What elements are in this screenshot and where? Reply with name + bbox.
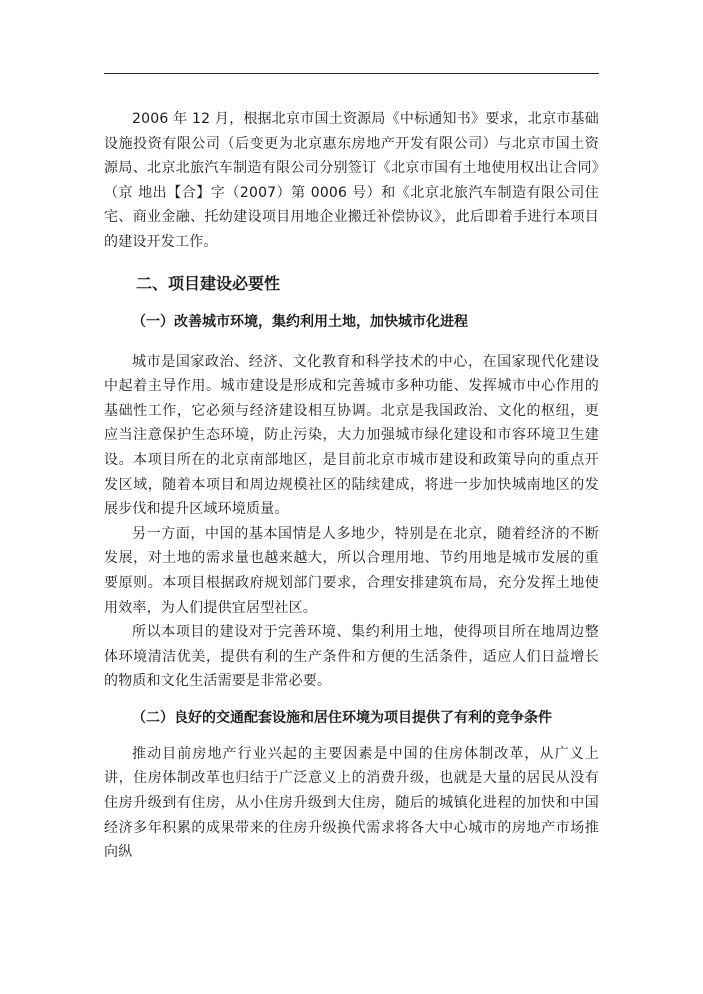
- subsection-1-heading: （一）改善城市环境，集约利用土地，加快城市化进程: [132, 313, 468, 330]
- subsection-2-heading: （二）良好的交通配套设施和居住环境为项目提供了有利的竞争条件: [132, 709, 552, 726]
- subsection-1-paragraph: 另一方面，中国的基本国情是人多地少，特别是在北京，随着经济的不断发展，对土地的需求量也越来越大，所以合理用地、节约用地是城市发展的重要原则。本项目根据政府规划部门要求，合理安排建筑布局，充分发挥土地使用效率，为人们提供宜居型社区。: [104, 525, 599, 616]
- intro-paragraph: 2006 年 12 月，根据北京市国土资源局《中标通知书》要求，北京市基础设施投资有限公司（后变更为北京惠东房地产开发有限公司）与北京市国土资源局、北京北旅汽车制造有限公司分别签订《北京市国有土地使用权出让合同》（京 地出【合】字（2007）第 0006 号）和《北京北旅汽车制造有限公司住宅、商业金融、托幼建设项目用地企业搬迁补偿协议》，此后即着手进行本项目的建设开发工作。: [104, 111, 599, 250]
- subsection-1-paragraph: 所以本项目的建设对于完善环境、集约利用土地，使得项目所在地周边整体环境清洁优美，提供有利的生产条件和方便的生活条件，适应人们日益增长的物质和文化生活需要是非常必要。: [104, 624, 599, 690]
- header-rule: [104, 73, 599, 74]
- subsection-2-paragraph: 推动目前房地产行业兴起的主要因素是中国的住房体制改革，从广义上讲，住房体制改革也归结于广泛意义上的消费升级，也就是大量的居民从没有住房升级到有住房，从小住房升级到大住房，随后的城镇化进程的加快和中国经济多年积累的成果带来的住房升级换代需求将各大中心城市的房地产市场推向纵: [104, 745, 599, 861]
- subsection-1-paragraph: 城市是国家政治、经济、文化教育和科学技术的中心，在国家现代化建设中起着主导作用。城市建设是形成和完善城市多种功能、发挥城市中心作用的基础性工作，它必须与经济建设相互协调。北京是我国政治、文化的枢纽，更应当注意保护生态环境，防止污染，大力加强城市绿化建设和市容环境卫生建设。本项目所在的北京南部地区，是目前北京市城市建设和政策导向的重点开发区域，随着本项目和周边规模社区的陆续建成，将进一步加快城南地区的发展步伐和提升区域环境质量。: [104, 353, 599, 518]
- document-body: [104, 107, 599, 865]
- section-heading: 二、项目建设必要性: [136, 273, 281, 293]
